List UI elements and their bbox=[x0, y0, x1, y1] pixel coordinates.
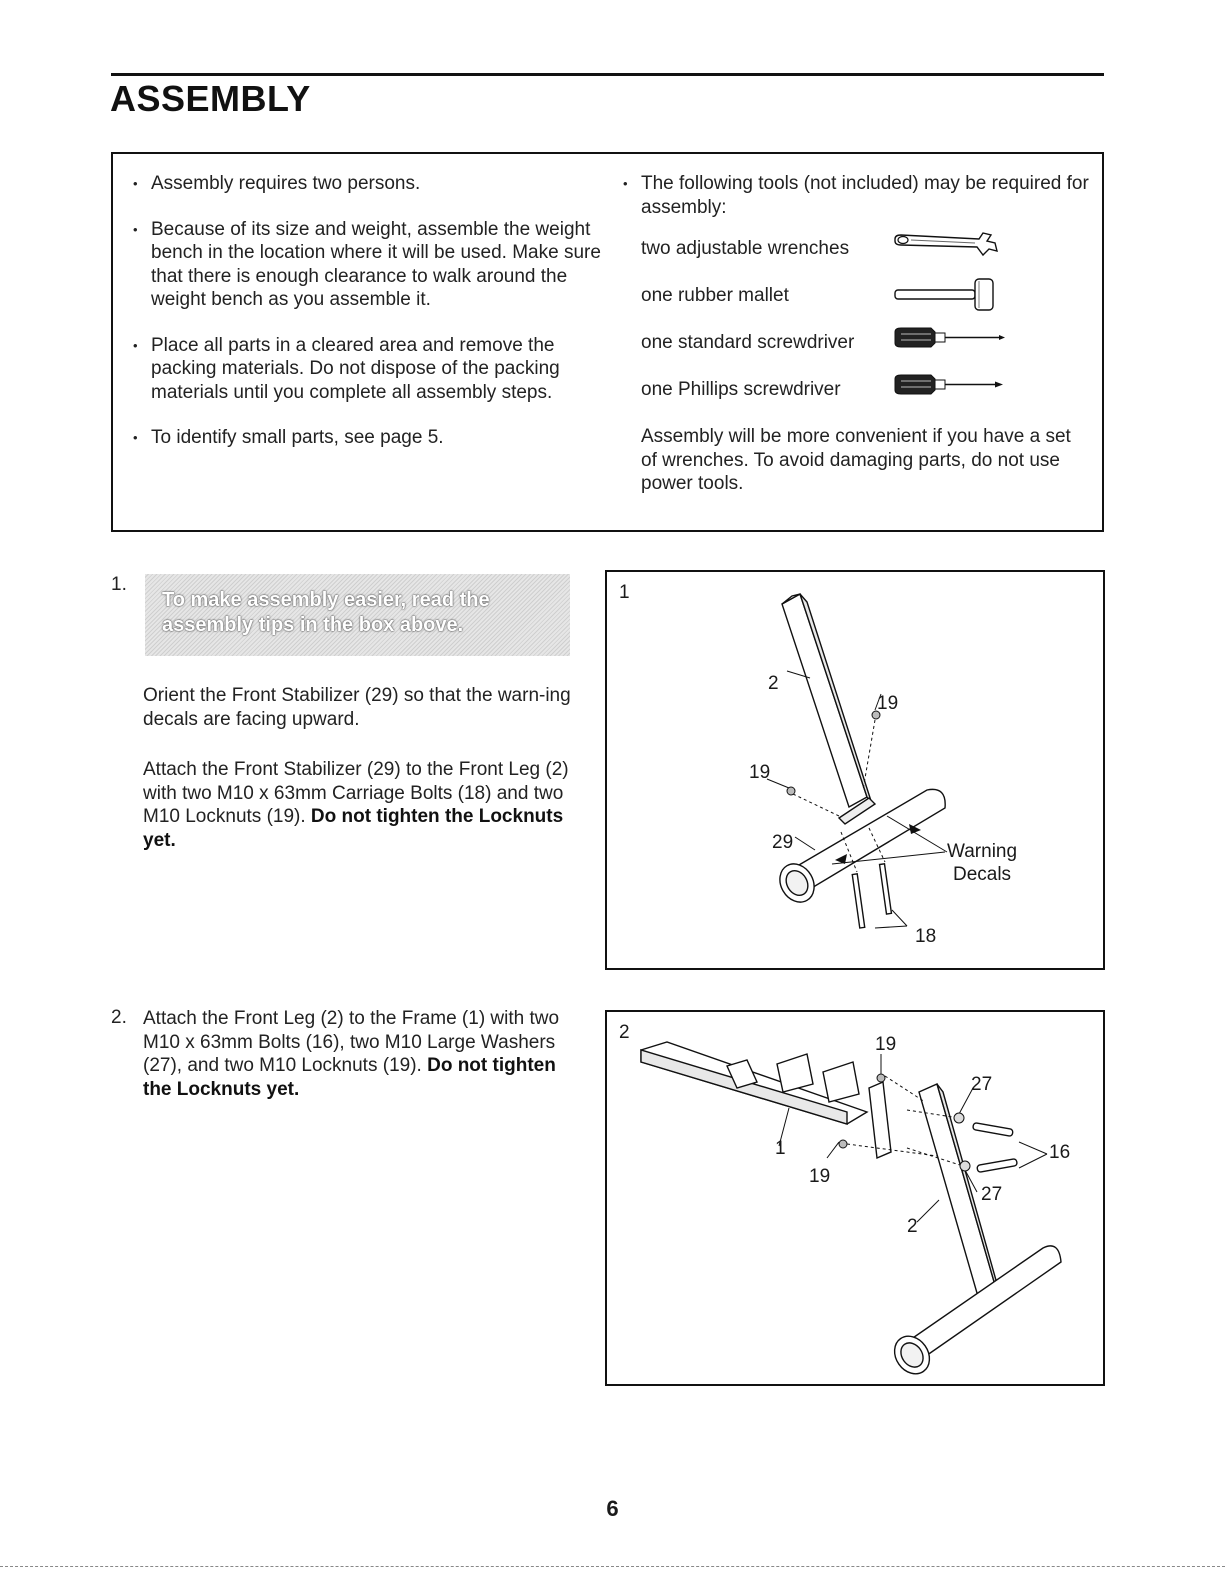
assembly-tips-box bbox=[111, 152, 1104, 532]
step-number: 2. bbox=[111, 1007, 127, 1028]
tool-row-phillips-screwdriver bbox=[641, 378, 1091, 401]
adjustable-wrench-icon bbox=[891, 229, 1001, 263]
step1-attach-plain: Attach the Front Stabilizer (29) to the Front Leg (2) with two M10 x 63mm Carriage Bolts (18) and two M10 Locknuts (19). bbox=[143, 759, 569, 827]
tool-row-standard-screwdriver bbox=[641, 331, 1091, 354]
figure-1 bbox=[605, 570, 1105, 970]
figure-1-drawing bbox=[607, 572, 1103, 968]
rubber-mallet-icon bbox=[891, 276, 1001, 316]
callout-front-leg: 2 bbox=[907, 1216, 918, 1237]
tip-text: To make assembly easier, read the assembly tips in the box above. bbox=[162, 589, 490, 636]
phillips-screwdriver-icon bbox=[891, 370, 1011, 400]
step2-attach-text bbox=[143, 1007, 563, 1101]
callout-carriage-bolt: 18 bbox=[915, 926, 937, 947]
callout-warning-decals bbox=[947, 840, 1017, 886]
figure-2 bbox=[605, 1010, 1105, 1386]
callout-line: Decals bbox=[952, 864, 1012, 885]
tip-bullet: • Because of its size and weight, assemble the weight bench in the location where it will be used. Make sure that there is enough clearance to walk around the weight bench as you assemble it. bbox=[131, 218, 601, 312]
page-number: 6 bbox=[606, 1496, 619, 1521]
tools-intro: • The following tools (not included) may be required for assembly: bbox=[621, 172, 1091, 219]
figure-number: 2 bbox=[619, 1022, 630, 1043]
step-number: 1. bbox=[111, 574, 127, 595]
tips-left-column bbox=[131, 172, 601, 472]
tip-callout bbox=[145, 574, 570, 656]
tool-row-mallet bbox=[641, 284, 1091, 307]
tip-bullet: • Assembly requires two persons. bbox=[131, 172, 601, 196]
callout-locknut: 19 bbox=[875, 1034, 897, 1055]
tools-note: Assembly will be more convenient if you have a set of wrenches. To avoid damaging parts, do not use power tools. bbox=[641, 426, 1071, 494]
callout-large-washer: 27 bbox=[981, 1184, 1003, 1205]
callout-front-stabilizer: 29 bbox=[772, 832, 794, 853]
step2-attach-plain: Attach the Front Leg (2) to the Frame (1) with two M10 x 63mm Bolts (16), two M10 Large Washers (27), and two M10 Locknuts (19). bbox=[143, 1008, 560, 1076]
tip-bullet: • To identify small parts, see page 5. bbox=[131, 426, 601, 450]
callout-frame: 1 bbox=[775, 1138, 786, 1159]
tools-column bbox=[621, 172, 1091, 496]
tool-label: one rubber mallet bbox=[641, 285, 789, 306]
callout-locknut: 19 bbox=[877, 693, 899, 714]
tip-bullet: • Place all parts in a cleared area and remove the packing materials. Do not dispose of the packing materials until you complete all assembly steps. bbox=[131, 334, 601, 405]
tool-row-wrench bbox=[641, 237, 1091, 260]
figure-number: 1 bbox=[619, 582, 630, 603]
callout-front-leg: 2 bbox=[768, 673, 779, 694]
header-rule bbox=[111, 73, 1104, 76]
callout-line: Warning bbox=[947, 841, 1018, 862]
callout-locknut: 19 bbox=[749, 762, 771, 783]
callout-bolt: 16 bbox=[1049, 1142, 1071, 1163]
step2-warning-bold: Do not tighten the Locknuts yet. bbox=[143, 1055, 556, 1100]
figure-2-drawing bbox=[607, 1012, 1103, 1384]
callout-large-washer: 27 bbox=[971, 1074, 993, 1095]
standard-screwdriver-icon bbox=[891, 323, 1011, 353]
tool-label: one Phillips screwdriver bbox=[641, 379, 841, 400]
footer-rule bbox=[0, 1566, 1225, 1567]
tool-label: two adjustable wrenches bbox=[641, 238, 850, 259]
tool-label: one standard screwdriver bbox=[641, 332, 855, 353]
callout-locknut: 19 bbox=[809, 1166, 831, 1187]
step1-warning-bold: Do not tighten the Locknuts yet. bbox=[143, 806, 564, 851]
step1-orient-text: Orient the Front Stabilizer (29) so that the warn-ing decals are facing upward. bbox=[143, 685, 571, 730]
step1-attach-text bbox=[143, 758, 583, 852]
page-title: ASSEMBLY bbox=[110, 78, 311, 119]
